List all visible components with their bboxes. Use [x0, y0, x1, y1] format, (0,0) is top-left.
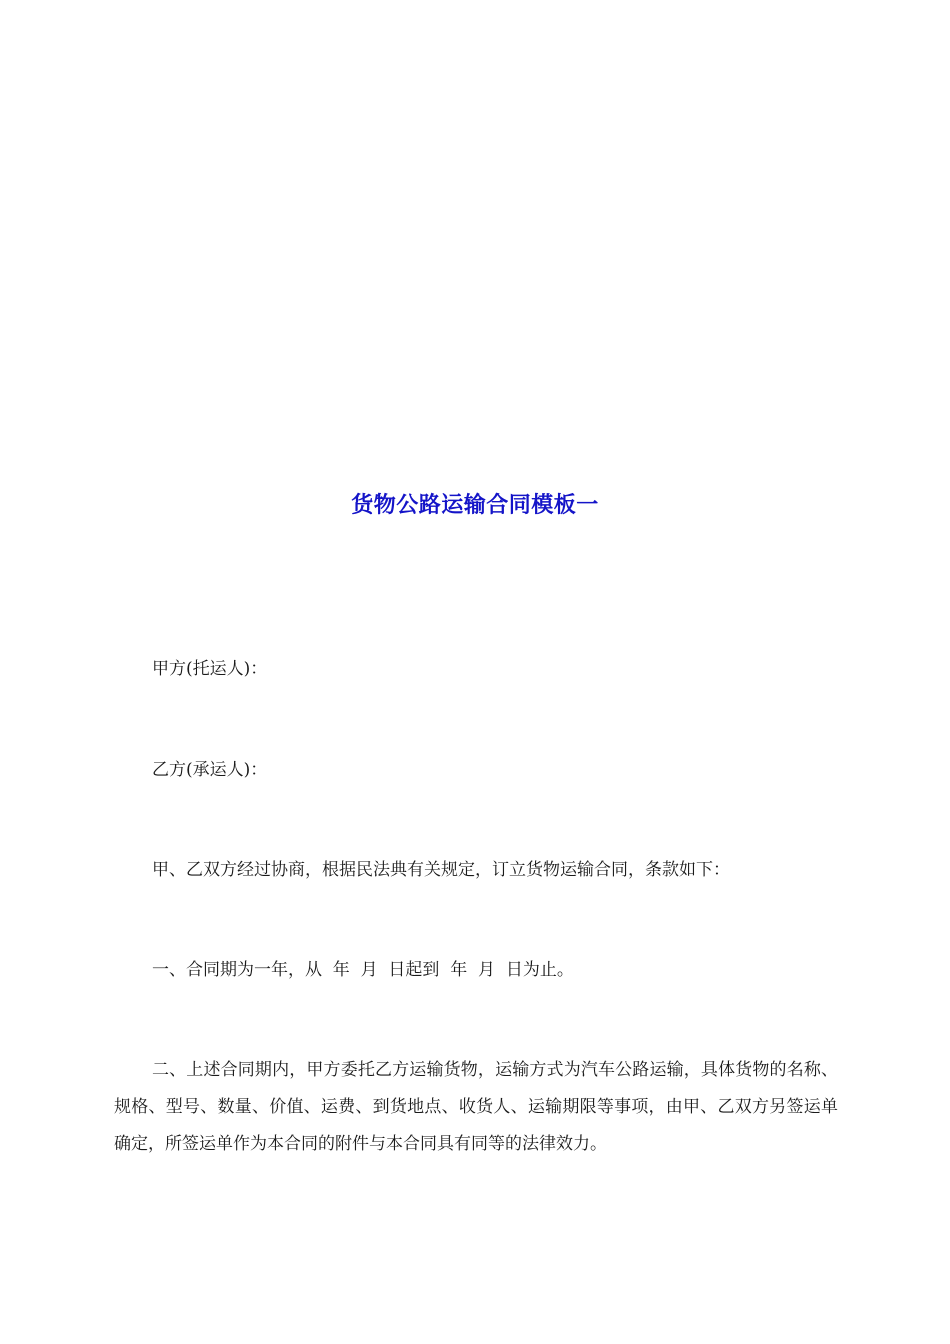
document-title: 货物公路运输合同模板一 [351, 492, 599, 518]
intro-paragraph: 甲、乙双方经过协商，根据民法典有关规定，订立货物运输合同，条款如下： [152, 860, 730, 880]
party-b-line: 乙方(承运人)： [152, 760, 268, 780]
clause-1: 一、合同期为一年，从 年 月 日起到 年 月 日为止。 [152, 960, 574, 980]
party-a-line: 甲方(托运人)： [152, 659, 268, 679]
clause-2: 二、上述合同期内，甲方委托乙方运输货物，运输方式为汽车公路运输，具体货物的名称、规格、型号、数量、价值、运费、到货地点、收货人、运输期限等事项，由甲、乙双方另签运单确定，所签运单作为本合同的附件与本合同具有同等的法律效力。 [114, 1060, 838, 1154]
